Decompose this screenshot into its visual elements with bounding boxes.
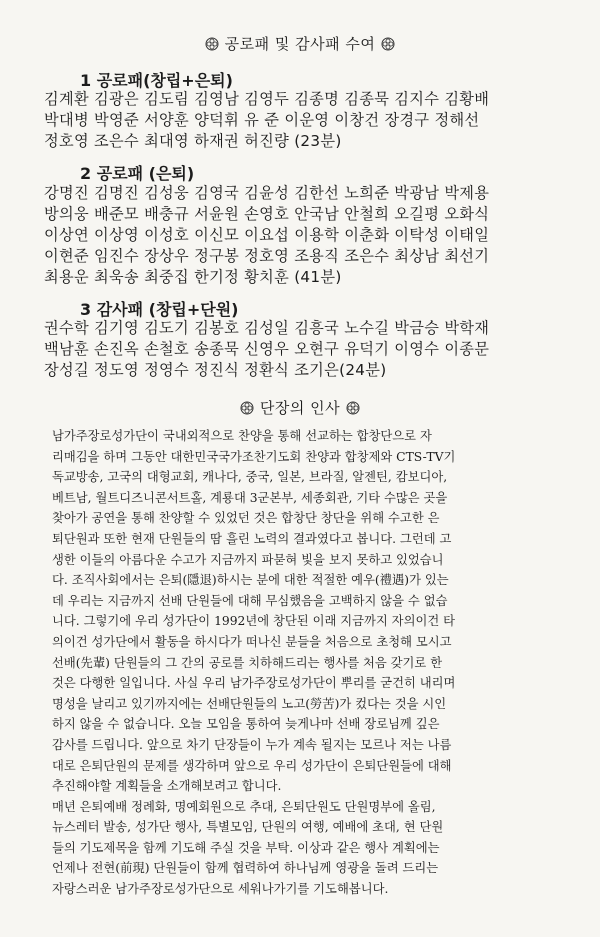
name-row: 백남훈 손진옥 손철호 송종묵 신영우 오현구 유덕기 이영수 이종문 (44, 340, 490, 358)
greeting-line: 명성을 날리고 있기까지에는 선배단원들의 노고(勞苦)가 컸다는 것을 시인 (52, 696, 447, 711)
greeting-line: 뉴스레터 발송, 성가단 행사, 특별모임, 단원의 여행, 예배에 초대, 현 단원 (52, 820, 444, 835)
greeting-line: 독교방송, 고국의 대형교회, 캐나다, 중국, 일본, 브라질, 알젠틴, 캄보디아, (52, 470, 448, 485)
name-row: 방의웅 배준모 배충규 서윤원 손영호 안국남 안철희 오길평 오화식 (44, 205, 490, 223)
section-title: 1 공로패(창립+은퇴) (80, 71, 233, 90)
name-row: 김계환 김광은 김도림 김영남 김영두 김종명 김종묵 김지수 김황배 (44, 90, 490, 108)
flower-ornament-icon (205, 37, 219, 51)
greeting-line: 대로 은퇴단원의 문제를 생각하며 앞으로 우리 성가단이 은퇴단원들에 대해 (52, 758, 452, 773)
greeting-line: 언제나 전현(前現) 단원들이 함께 협력하여 하나님께 영광을 돌려 드리는 (52, 861, 439, 876)
greeting-line: 니다. 그렇기에 우리 성가단이 1992년에 창단된 이래 지금까지 자의이건 타 (52, 614, 455, 629)
section-title: 3 감사패 (창립+단원) (80, 300, 239, 319)
name-list (44, 183, 584, 288)
name-row: 장성길 정도영 정영수 정진식 정환식 조기은(24분) (44, 361, 387, 379)
greeting-line: 퇴단원과 또한 현재 단원들의 땀 흘린 노력의 결과였다고 봅니다. 그런데 고 (52, 531, 452, 546)
greeting-line: 매년 은퇴예배 정례화, 명예회원으로 추대, 은퇴단원도 단원명부에 올림, (52, 799, 436, 814)
name-list (44, 318, 584, 381)
greeting-line: 들의 기도제목을 함께 기도해 주실 것을 부탁. 이상과 같은 행사 계획에는 (52, 840, 440, 855)
greeting-line: 베트남, 월트디즈니콘서트홀, 계룡대 3군본부, 세종회관, 기타 수많은 곳을 (52, 490, 448, 505)
greeting-line: 감사를 드립니다. 앞으로 차기 단장들이 누가 계속 될지는 모르나 저는 나름 (52, 737, 452, 752)
name-row: 최용운 최욱송 최중집 한기정 황치훈 (41분) (44, 268, 342, 286)
greeting-line: 다. 조직사회에서는 은퇴(隱退)하시는 분에 대한 적절한 예우(禮遇)가 있는 (52, 573, 449, 588)
greeting-line: 생한 이들의 아름다운 수고가 지금까지 파묻혀 빛을 보지 못하고 있었습니 (52, 552, 444, 567)
name-row: 정호영 조은수 최대영 하재권 허진량 (23분) (44, 132, 342, 150)
greeting-heading (0, 397, 600, 418)
greeting-line: 데 우리는 지금까지 선배 단원들에 대해 무심했음을 고백하지 않을 수 없습 (52, 593, 448, 608)
award-heading-text: 공로패 및 감사패 수여 (224, 35, 376, 53)
greeting-line: 선배(先輩) 단원들의 그 간의 공로를 치하해드리는 행사를 처음 갖기로 한 (52, 655, 443, 670)
flower-ornament-icon (346, 401, 360, 415)
name-list (44, 89, 584, 152)
greeting-line: 찾아가 공연을 통해 찬양할 수 있었던 것은 합창단 창단을 위해 수고한 은 (52, 511, 440, 526)
greeting-line: 추진해야할 계획들을 소개해보려고 합니다. (52, 779, 282, 794)
name-row: 강명진 김명진 김성웅 김영국 김윤성 김한선 노희준 박광남 박제용 (44, 184, 490, 202)
greeting-line: 것은 다행한 일입니다. 사실 우리 남가주장로성가단이 뿌리를 굳건히 내리며 (52, 676, 456, 691)
name-row: 박대병 박영준 서양훈 양덕휘 유 준 이운영 이창건 장경구 정해선 (44, 111, 480, 129)
greeting-line: 남가주장로성가단이 국내외적으로 찬양을 통해 선교하는 합창단으로 자 (52, 429, 432, 443)
greeting-line: 리매김을 하며 그동안 대한민국국가조찬기도회 찬양과 합창제와 CTS-TV기 (52, 449, 456, 464)
greeting-heading-text: 단장의 인사 (259, 399, 341, 417)
flower-ornament-icon (381, 37, 395, 51)
flower-ornament-icon (240, 401, 254, 415)
greeting-line: 하지 않을 수 없습니다. 오늘 모임을 통하여 늦게나마 선배 장로님께 깊은 (52, 717, 440, 732)
award-heading (0, 33, 600, 54)
section-title: 2 공로패 (은퇴) (80, 164, 195, 183)
name-row: 이현준 임진수 장상우 정구봉 정호영 조용직 조은수 최상남 최선기 (44, 247, 490, 265)
greeting-line: 의이건 성가단에서 활동을 하시다가 떠나신 분들을 처음으로 초청해 모시고 (52, 634, 452, 649)
name-row: 이상연 이상영 이성호 이신모 이요섭 이용학 이춘화 이탁성 이태일 (44, 226, 490, 244)
greeting-line: 자랑스러운 남가주장로성가단으로 세워나가기를 기도해봅니다. (52, 882, 389, 897)
greeting-body (52, 426, 578, 900)
name-row: 권수학 김기영 김도기 김봉호 김성일 김흥국 노수길 박금승 박학재 (44, 319, 490, 337)
